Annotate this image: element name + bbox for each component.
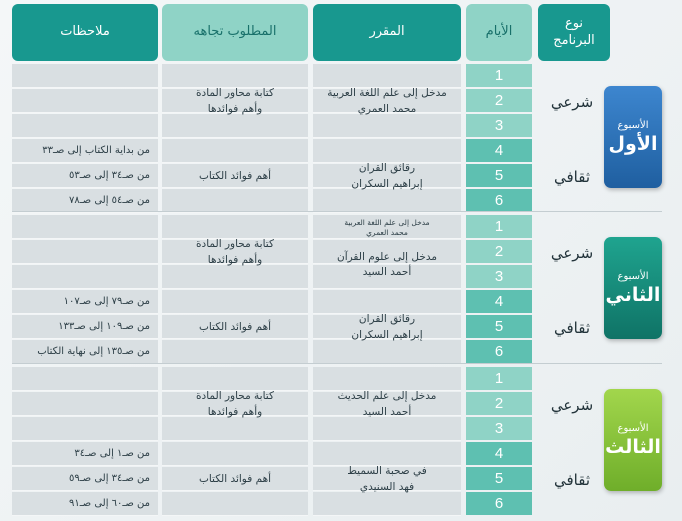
table-row <box>12 240 158 264</box>
week-badge <box>604 86 662 188</box>
course-sharia-2: مدخل إلى علوم القرآن أحمد السيد <box>337 250 437 278</box>
note-text: من صـ٣٤ إلى صـ٥٣ <box>68 169 150 181</box>
note-text: من بداية الكتاب إلى صـ٣٣ <box>42 144 150 156</box>
week-ordinal: الأول <box>608 132 658 155</box>
day-number: 5 <box>466 315 532 338</box>
day-number: 6 <box>466 492 532 515</box>
required-cultural: أهم فوائد الكتاب <box>198 169 272 182</box>
week-label: الأسبوع <box>617 119 649 131</box>
day-number: 6 <box>466 189 532 212</box>
table-row <box>12 64 158 88</box>
header-notes: ملاحظات <box>12 4 158 61</box>
day-number: 3 <box>466 417 532 440</box>
block-divider <box>12 363 662 364</box>
day-number: 5 <box>466 164 532 187</box>
program-type-sharia: شرعي <box>550 243 594 262</box>
day-number: 3 <box>466 114 532 137</box>
day-number: 3 <box>466 265 532 288</box>
day-number: 1 <box>466 215 532 238</box>
table-row <box>12 392 158 416</box>
week-label: الأسبوع <box>617 270 649 282</box>
header-course: المقرر <box>313 4 461 61</box>
week-label: الأسبوع <box>617 422 649 434</box>
table-row <box>12 265 158 289</box>
table-row <box>12 114 158 138</box>
note-text: من صـ٧٩ إلى صـ١٠٧ <box>63 295 150 307</box>
note-text: من صـ١٠٩ إلى صـ١٣٣ <box>58 320 150 332</box>
block-divider <box>12 211 662 212</box>
course-cultural: رقائق القران إبراهيم السكران <box>351 162 423 190</box>
course-sharia: مدخل إلى علم اللغة العربية محمد العمري <box>327 87 447 115</box>
day-number: 4 <box>466 290 532 313</box>
note-text: من صـ٦٠ إلى صـ٩١ <box>68 497 150 509</box>
table-row <box>12 417 158 441</box>
note-text: من صـ٥٤ إلى صـ٧٨ <box>68 194 150 206</box>
day-number: 1 <box>466 367 532 390</box>
week-ordinal: الثالث <box>605 435 661 458</box>
day-number: 2 <box>466 240 532 263</box>
course-cultural: في صحبة السميط فهد السنيدي <box>347 465 427 493</box>
table-row <box>12 367 158 391</box>
week-ordinal: الثاني <box>605 283 661 306</box>
required-cultural: أهم فوائد الكتاب <box>198 320 272 333</box>
note-text: من صـ١ إلى صـ٣٤ <box>74 447 150 459</box>
course-sharia-1: مدخل إلى علم اللغة العربية محمد العمري <box>344 217 430 237</box>
program-type-cultural: ثقافي <box>554 470 591 489</box>
table-row <box>12 89 158 113</box>
week-badge <box>604 237 662 339</box>
day-number: 5 <box>466 467 532 490</box>
header-required: المطلوب تجاهه <box>162 4 308 61</box>
required-sharia: كتابة محاور المادة وأهم فوائدها <box>196 238 274 266</box>
program-type-cultural: ثقافي <box>554 167 591 186</box>
day-number: 4 <box>466 442 532 465</box>
required-sharia: كتابة محاور المادة وأهم فوائدها <box>196 390 274 418</box>
note-text: من صـ٣٤ إلى صـ٥٩ <box>68 472 150 484</box>
day-number: 6 <box>466 340 532 363</box>
table-row <box>12 215 158 239</box>
note-text: من صـ١٣٥ إلى نهاية الكتاب <box>37 345 150 357</box>
header-program-type: نوع البرنامج <box>538 4 610 61</box>
program-type-sharia: شرعي <box>550 395 594 414</box>
program-type-sharia: شرعي <box>550 92 594 111</box>
week-badge <box>604 389 662 491</box>
required-cultural: أهم فوائد الكتاب <box>198 472 272 485</box>
day-number: 1 <box>466 64 532 87</box>
course-sharia: مدخل إلى علم الحديث أحمد السيد <box>337 390 437 418</box>
header-days: الأيام <box>466 4 532 61</box>
program-type-cultural: ثقافي <box>554 318 591 337</box>
required-sharia: كتابة محاور المادة وأهم فوائدها <box>196 87 274 115</box>
day-number: 4 <box>466 139 532 162</box>
course-cultural: رقائق القران إبراهيم السكران <box>351 313 423 341</box>
day-number: 2 <box>466 89 532 112</box>
day-number: 2 <box>466 392 532 415</box>
